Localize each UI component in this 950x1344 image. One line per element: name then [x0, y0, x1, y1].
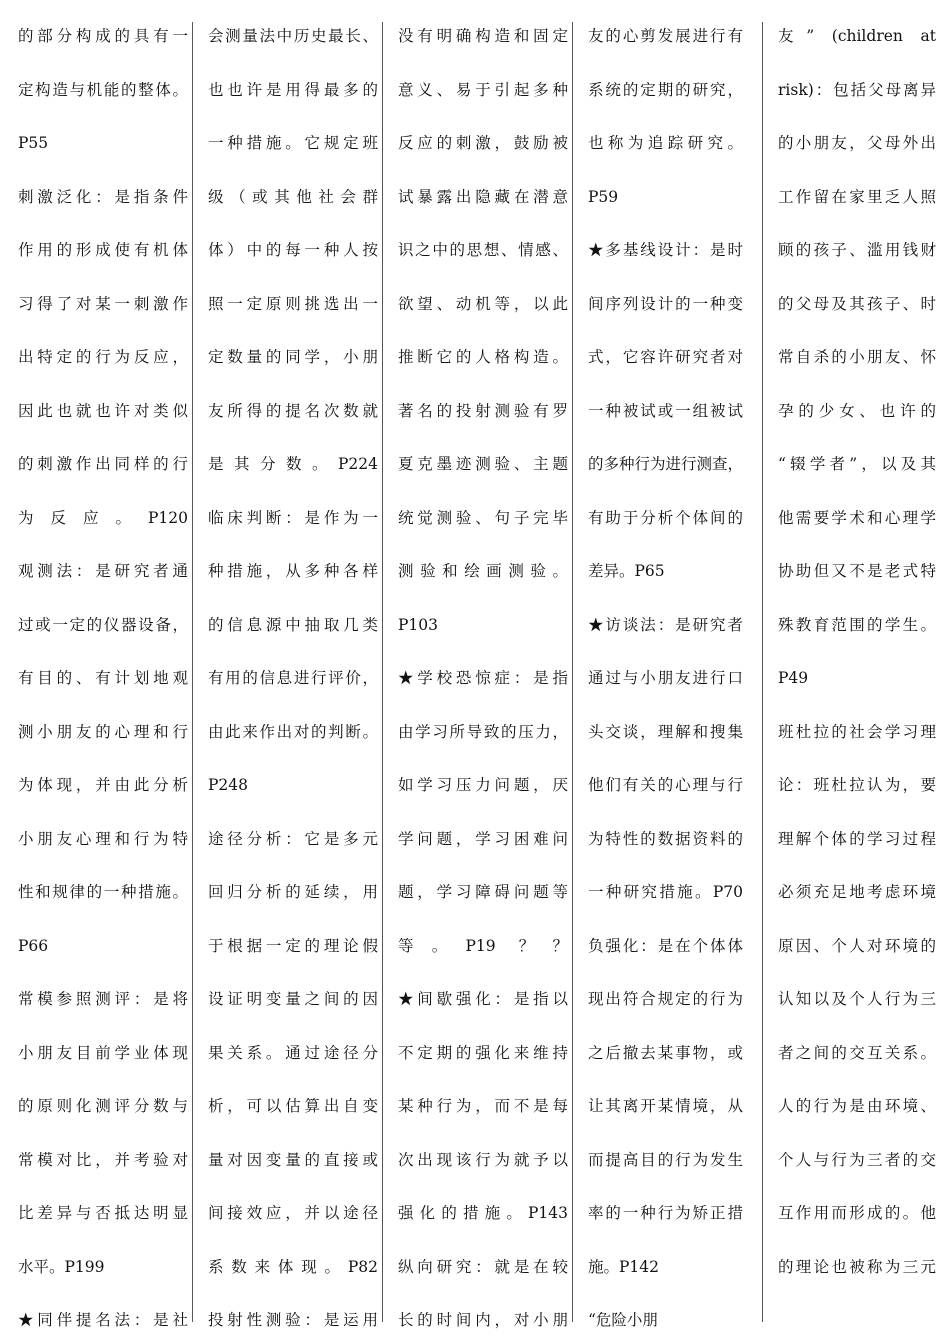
text-line: 常自杀的小朋友、怀 [778, 348, 936, 366]
text-line: 的父母及其孩子、时 [778, 294, 936, 313]
text-line: 果关系。通过途径分 [208, 1043, 378, 1062]
text-line: 而提高目的行为发生 [588, 1150, 743, 1169]
text-line: 出特定的行为反应， [18, 348, 188, 366]
text-line: ★访谈法：是研究者 [588, 615, 743, 634]
text-line: “危险小朋 [588, 1311, 658, 1329]
text-line: 是其分数。P224 [208, 455, 378, 473]
text-line: 定构造与机能的整体。 [18, 80, 188, 99]
text-line: 现出符合规定的行为 [588, 990, 743, 1008]
text-line: 为体现，并由此分析 [18, 776, 188, 794]
text-line: 有用的信息进行评价， [208, 669, 378, 687]
text-line: ★学校恐惊症：是指 [398, 669, 568, 687]
text-line: 的多种行为进行测查， [588, 455, 743, 473]
text-line: 的部分构成的具有一 [18, 27, 188, 45]
text-line: 友” (children at [778, 27, 936, 45]
text-line: 者之间的交互关系。 [778, 1043, 936, 1062]
text-line: 间接效应，并以途径 [208, 1204, 378, 1222]
text-line: 观测法：是研究者通 [18, 562, 188, 580]
text-line: 论：班杜拉认为，要 [778, 776, 936, 794]
text-line: 小朋友目前学业体现 [18, 1043, 188, 1062]
text-line: 测小朋友的心理和行 [18, 722, 188, 741]
text-line: 也称为追踪研究。 [588, 134, 743, 152]
text-line: 殊教育范围的学生。 [778, 615, 936, 634]
text-line: 识之中的思想、情感、 [398, 241, 568, 259]
text-line: P66 [18, 936, 49, 955]
text-column-1 [18, 10, 188, 1330]
text-line: 友所得的提名次数就 [208, 401, 378, 420]
text-line: 如学习压力问题，厌 [398, 776, 568, 794]
text-line: 刺激泛化：是指条件 [18, 187, 188, 206]
text-line: P103 [398, 615, 439, 634]
text-line: 级（或其他社会群 [208, 187, 378, 206]
column-divider [382, 22, 383, 1322]
text-column-5 [778, 10, 936, 1330]
text-line: 体）中的每一种人按 [208, 241, 378, 259]
text-line: 友的心剪发展进行有 [588, 27, 743, 45]
text-line: P49 [778, 669, 809, 687]
text-line: 由此来作出对的判断。 [208, 722, 378, 741]
text-line: 一种被试或一组被试 [588, 401, 743, 420]
text-line: 理解个体的学习过程 [778, 829, 936, 848]
text-line: P59 [588, 187, 619, 206]
column-divider [572, 22, 573, 1322]
text-line: 等。P19 ？？ [398, 936, 568, 955]
text-line: 统觉测验、句子完毕 [398, 508, 568, 527]
text-line: 投射性测验：是运用 [208, 1311, 378, 1329]
text-line: 也也许是用得最多的 [208, 80, 378, 99]
text-line: 纵向研究：就是在较 [398, 1257, 568, 1276]
column-divider [192, 22, 193, 1322]
text-line: 人的行为是由环境、 [778, 1097, 936, 1115]
text-line: 没有明确构造和固定 [398, 27, 568, 45]
text-line: 常模对比，并考验对 [18, 1150, 188, 1169]
text-line: 顾的孩子、滥用钱财 [778, 241, 936, 259]
text-line: 的理论也被称为三元 [778, 1257, 936, 1276]
text-line: 系数来体现。P82 [208, 1257, 378, 1276]
text-line: 欲望、动机等，以此 [398, 294, 568, 313]
text-line: 推断它的人格构造。 [398, 348, 568, 366]
text-column-3 [398, 10, 568, 1330]
text-line: 班杜拉的社会学习理 [778, 722, 936, 741]
text-line: 必须充足地考虑环境 [778, 883, 936, 901]
text-line: 原因、个人对环境的 [778, 936, 936, 955]
text-line: 施。P142 [588, 1257, 660, 1276]
text-line: 过或一定的仪器设备， [18, 615, 188, 634]
text-line: 负强化：是在个体体 [588, 936, 743, 955]
text-line: 式，它容许研究者对 [588, 348, 743, 366]
text-line: 试暴露出隐藏在潜意 [398, 187, 568, 206]
text-line: 有目的、有计划地观 [18, 669, 188, 687]
text-line: 率的一种行为矫正措 [588, 1204, 743, 1222]
text-line: 的小朋友，父母外出 [778, 134, 936, 152]
text-line: 强化的措施。P143 [398, 1204, 568, 1222]
text-line: ★同伴提名法：是社 [18, 1311, 188, 1329]
text-line: “辍学者”，以及其 [778, 455, 936, 473]
text-line: 他们有关的心理与行 [588, 776, 743, 794]
text-line: 个人与行为三者的交 [778, 1150, 936, 1169]
text-line: 长的时间内，对小朋 [398, 1311, 568, 1329]
text-line: 题，学习障碍问题等 [398, 883, 568, 901]
text-line: P55 [18, 134, 49, 152]
text-line: 测验和绘画测验。 [398, 562, 568, 580]
column-divider [762, 22, 763, 1322]
text-line: 水平。P199 [18, 1257, 105, 1276]
text-line: 的原则化测评分数与 [18, 1097, 188, 1115]
text-line: 著名的投射测验有罗 [398, 401, 568, 420]
text-line: ★多基线设计：是时 [588, 241, 743, 259]
text-line: 协助但又不是老式特 [778, 562, 936, 580]
text-line: 小朋友心理和行为特 [18, 829, 188, 848]
text-line: 意义、易于引起多种 [398, 80, 568, 99]
text-line: 的刺激作出同样的行 [18, 455, 188, 473]
text-line: 回归分析的延续，用 [208, 883, 378, 901]
text-line: 于根据一定的理论假 [208, 936, 378, 955]
text-line: 析，可以估算出自变 [208, 1097, 378, 1115]
text-line: 之后撤去某事物，或 [588, 1043, 743, 1062]
text-line: 间序列设计的一种变 [588, 294, 743, 313]
text-line: 设证明变量之间的因 [208, 990, 378, 1008]
text-line: 为特性的数据资料的 [588, 829, 743, 848]
text-line: P248 [208, 776, 249, 794]
text-line: 工作留在家里乏人照 [778, 187, 936, 206]
text-line: 会测量法中历史最长、 [208, 27, 378, 45]
text-line: 认知以及个人行为三 [778, 990, 936, 1008]
text-line: 习得了对某一刺激作 [18, 294, 188, 313]
text-line: 比差异与否抵达明显 [18, 1204, 188, 1222]
text-line: 学问题，学习困难问 [398, 829, 568, 848]
text-line: 作用的形成使有机体 [18, 241, 188, 259]
text-line: 途径分析：它是多元 [208, 829, 378, 848]
text-line: 次出现该行为就予以 [398, 1150, 568, 1169]
text-line: ★间歇强化：是指以 [398, 990, 568, 1008]
text-line: 性和规律的一种措施。 [18, 883, 188, 901]
text-line: 孕的少女、也许的 [778, 401, 936, 420]
text-line: 夏克墨迹测验、主题 [398, 455, 568, 473]
text-line: 种措施，从多种各样 [208, 562, 378, 580]
text-line: 量对因变量的直接或 [208, 1150, 378, 1169]
text-line: 差异。P65 [588, 562, 665, 580]
text-line: 头交谈，理解和搜集 [588, 722, 743, 741]
text-line: 反应的刺激，鼓励被 [398, 134, 568, 152]
text-line: 为反应。P120 [18, 508, 188, 527]
text-column-4 [588, 10, 743, 1330]
text-column-2 [208, 10, 378, 1330]
text-line: 照一定原则挑选出一 [208, 294, 378, 313]
text-line: 互作用而形成的。他 [778, 1204, 936, 1222]
text-line: 让其离开某情境，从 [588, 1097, 743, 1115]
text-line: 不定期的强化来维持 [398, 1043, 568, 1062]
text-line: 因此也就也许对类似 [18, 401, 188, 420]
text-line: 定数量的同学，小朋 [208, 348, 378, 366]
text-line: 的信息源中抽取几类 [208, 615, 378, 634]
text-line: 临床判断：是作为一 [208, 508, 378, 527]
text-line: 他需要学术和心理学 [778, 508, 936, 527]
text-line: 一种研究措施。P70 [588, 883, 743, 901]
text-line: 常模参照测评：是将 [18, 990, 188, 1008]
text-line: 某种行为，而不是每 [398, 1097, 568, 1115]
text-line: risk)：包括父母离异 [778, 80, 936, 99]
text-line: 一种措施。它规定班 [208, 134, 378, 152]
text-line: 通过与小朋友进行口 [588, 669, 743, 687]
text-line: 有助于分析个体间的 [588, 508, 743, 527]
text-line: 系统的定期的研究， [588, 80, 743, 99]
text-line: 由学习所导致的压力， [398, 722, 568, 741]
